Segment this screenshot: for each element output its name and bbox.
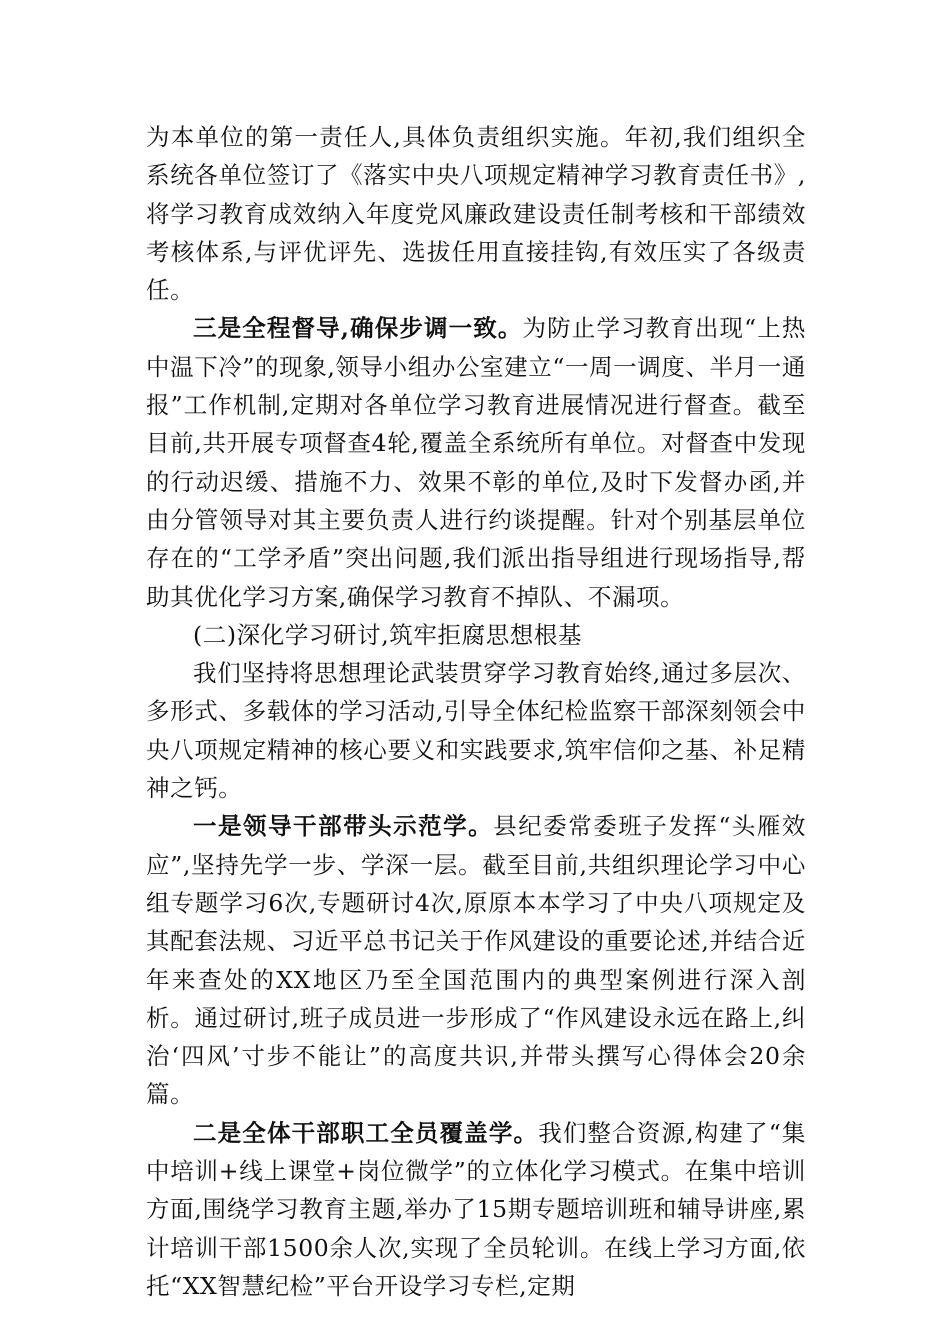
paragraph-2	[146, 309, 806, 615]
section-heading-2-text: (二)深化学习研讨,筑牢拒腐思想根基	[193, 620, 583, 649]
paragraph-4-text: 县纪委常委班子发挥“头雁效应”,坚持先学一步、学深一层。截至目前,共组织理论学习中心组专题学习6次,专题研讨4次,原原本本学习了中央八项规定及其配套法规、习近平总书记关于作风建设的重要论述,并结合近年来查处的XX地区乃至全国范围内的典型案例进行深入剖析。通过研讨,班子成员进一步形成了“作风建设永远在路上,纠治‘四风’寸步不能让”的高度共识,并带头撰写心得体会20余篇。	[146, 812, 806, 1109]
paragraph-5	[146, 1114, 806, 1305]
paragraph-1	[146, 118, 806, 309]
paragraph-4-lead: 一是领导干部带头示范学。	[193, 812, 494, 841]
paragraph-1-text: 为本单位的第一责任人,具体负责组织实施。年初,我们组织全系统各单位签订了《落实中央八项规定精神学习教育责任书》,将学习教育成效纳入年度党风廉政建设责任制考核和干部绩效考核体系,与评优评先、选拔任用直接挂钩,有效压实了各级责任。	[146, 123, 806, 305]
paragraph-5-lead: 二是全体干部职工全员覆盖学。	[193, 1118, 539, 1147]
paragraph-5-text: 我们整合资源,构建了“集中培训+线上课堂+岗位微学”的立体化学习模式。在集中培训方面,围绕学习教育主题,举办了15期专题培训班和辅导讲座,累计培训干部1500余人次,实现了全员轮训。在线上学习方面,依托“XX智慧纪检”平台开设学习专栏,定期	[146, 1118, 806, 1300]
paragraph-3-text: 我们坚持将思想理论武装贯穿学习教育始终,通过多层次、多形式、多载体的学习活动,引导全体纪检监察干部深刻领会中央八项规定精神的核心要义和实践要求,筑牢信仰之基、补足精神之钙。	[146, 659, 806, 803]
paragraph-2-lead: 三是全程督导,确保步调一致。	[193, 314, 523, 343]
section-heading-2	[146, 616, 806, 654]
paragraph-2-text: 为防止学习教育出现“上热中温下冷”的现象,领导小组办公室建立“一周一调度、半月一通报”工作机制,定期对各单位学习教育进展情况进行督查。截至目前,共开展专项督查4轮,覆盖全系统所有单位。对督查中发现的行动迟缓、措施不力、效果不彰的单位,及时下发督办函,并由分管领导对其主要负责人进行约谈提醒。针对个别基层单位存在的“工学矛盾”突出问题,我们派出指导组进行现场指导,帮助其优化学习方案,确保学习教育不掉队、不漏项。	[146, 314, 806, 611]
document-page	[146, 118, 806, 1305]
paragraph-3	[146, 654, 806, 807]
paragraph-4	[146, 807, 806, 1113]
